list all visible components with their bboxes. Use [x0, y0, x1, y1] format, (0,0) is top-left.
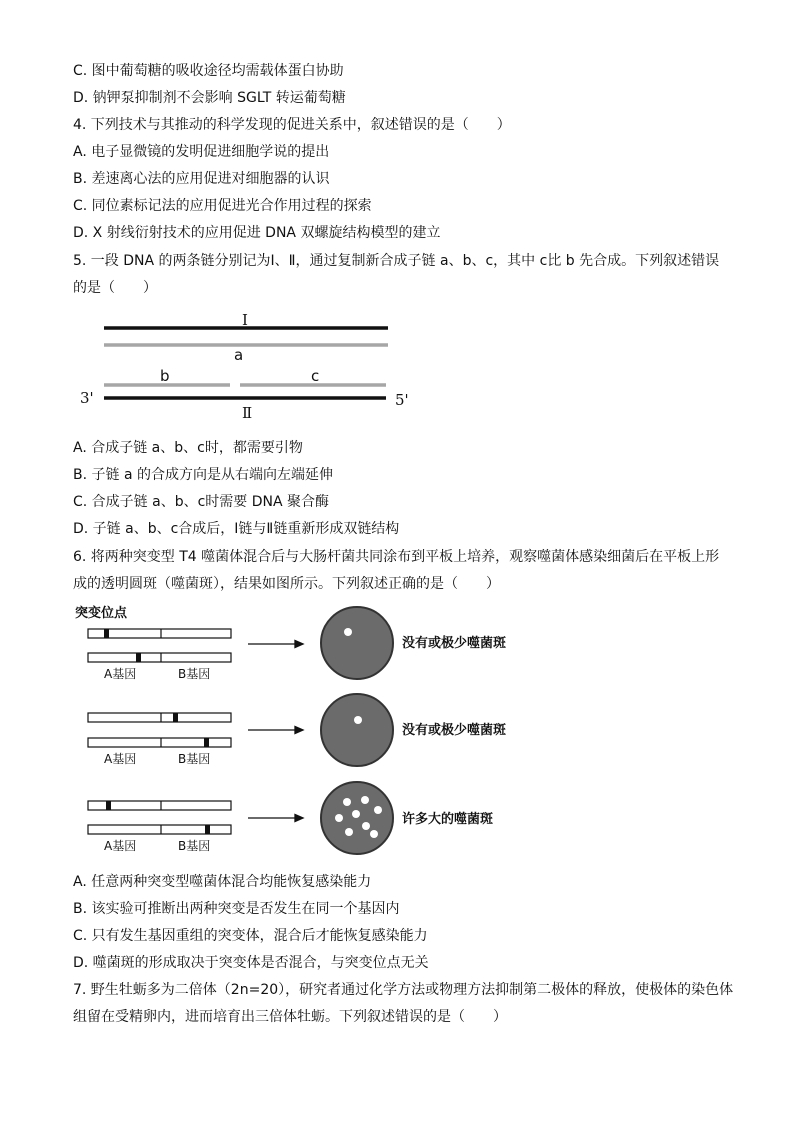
plaque	[361, 796, 369, 804]
question-7-line1: 7. 野生牡蛎多为二倍体（2n=20），研究者通过化学方法或物理方法抑制第二极体的释放，使极体的染色体	[73, 982, 734, 998]
option-6a: A. 任意两种突变型噬菌体混合均能恢复感染能力	[73, 874, 372, 890]
option-4b: B. 差速离心法的应用促进对细胞器的认识	[73, 171, 330, 187]
option-5d: D. 子链 a、b、c合成后，Ⅰ链与Ⅱ链重新形成双链结构	[73, 521, 400, 537]
strand-2-label: Ⅱ	[242, 404, 253, 422]
question-4: 4. 下列技术与其推动的科学发现的促进关系中，叙述错误的是（ ）	[73, 117, 511, 133]
plaque	[354, 716, 362, 724]
petri-plate	[321, 607, 393, 679]
mutation-site	[173, 713, 178, 722]
mutation-site-label: 突变位点	[75, 606, 128, 621]
chromosome-bar	[88, 825, 231, 834]
plate-result-2: 没有或极少噬菌斑	[402, 723, 507, 738]
end-left-label: 3'	[80, 389, 94, 407]
mutation-site	[136, 653, 141, 662]
plaque	[374, 806, 382, 814]
question-5-line2: 的是（ ）	[73, 280, 157, 296]
chain-c-label: c	[311, 367, 320, 385]
plaque	[370, 830, 378, 838]
gene-a-label: A基因	[104, 839, 137, 853]
mutation-site	[205, 825, 210, 834]
option-5a: A. 合成子链 a、b、c时，都需要引物	[73, 440, 303, 456]
chain-b-label: b	[160, 367, 170, 385]
plaque	[335, 814, 343, 822]
option-3c: C. 图中葡萄糖的吸收途径均需载体蛋白协助	[73, 63, 344, 79]
option-4c: C. 同位素标记法的应用促进光合作用过程的探索	[73, 198, 372, 214]
mutation-site	[104, 629, 109, 638]
chain-a-label: a	[234, 346, 244, 364]
option-6c: C. 只有发生基因重组的突变体，混合后才能恢复感染能力	[73, 928, 428, 944]
option-4d: D. X 射线衍射技术的应用促进 DNA 双螺旋结构模型的建立	[73, 225, 441, 241]
chromosome-bar	[88, 801, 231, 810]
option-5b: B. 子链 a 的合成方向是从右端向左端延伸	[73, 467, 333, 483]
chromosome-bar	[88, 629, 231, 638]
end-right-label: 5'	[395, 391, 409, 409]
option-3d: D. 钠钾泵抑制剂不会影响 SGLT 转运葡萄糖	[73, 90, 346, 106]
gene-b-label: B基因	[178, 752, 211, 766]
gene-b-label: B基因	[178, 667, 211, 681]
mutation-site	[106, 801, 111, 810]
gene-a-label: A基因	[104, 752, 137, 766]
plaque	[344, 628, 352, 636]
option-6d: D. 噬菌斑的形成取决于突变体是否混合，与突变位点无关	[73, 955, 429, 971]
question-6-line2: 成的透明圆斑（噬菌斑），结果如图所示。下列叙述正确的是（ ）	[73, 576, 500, 592]
question-6-line1: 6. 将两种突变型 T4 噬菌体混合后与大肠杆菌共同涂布到平板上培养，观察噬菌体感染细菌后在平板上形	[73, 549, 720, 565]
petri-plate	[321, 694, 393, 766]
plaque	[345, 828, 353, 836]
option-6b: B. 该实验可推断出两种突变是否发生在同一个基因内	[73, 901, 400, 917]
chromosome-bar	[88, 713, 231, 722]
gene-a-label: A基因	[104, 667, 137, 681]
chromosome-bar	[88, 738, 231, 747]
gene-b-label: B基因	[178, 839, 211, 853]
option-4a: A. 电子显微镜的发明促进细胞学说的提出	[73, 144, 330, 160]
chromosome-bar	[88, 653, 231, 662]
mutation-site	[204, 738, 209, 747]
strand-1-label: Ⅰ	[242, 311, 248, 329]
petri-plate	[321, 782, 393, 854]
plate-result-3: 许多大的噬菌斑	[402, 812, 494, 827]
question-7-line2: 组留在受精卵内，进而培育出三倍体牡蛎。下列叙述错误的是（ ）	[73, 1009, 507, 1025]
plaque	[362, 822, 370, 830]
plate-result-1: 没有或极少噬菌斑	[402, 636, 507, 651]
plaque	[352, 810, 360, 818]
plaque	[343, 798, 351, 806]
question-5-line1: 5. 一段 DNA 的两条链分别记为Ⅰ、Ⅱ，通过复制新合成子链 a、b、c，其中 c比 b 先合成。下列叙述错误	[73, 253, 720, 269]
option-5c: C. 合成子链 a、b、c时需要 DNA 聚合酶	[73, 494, 330, 510]
